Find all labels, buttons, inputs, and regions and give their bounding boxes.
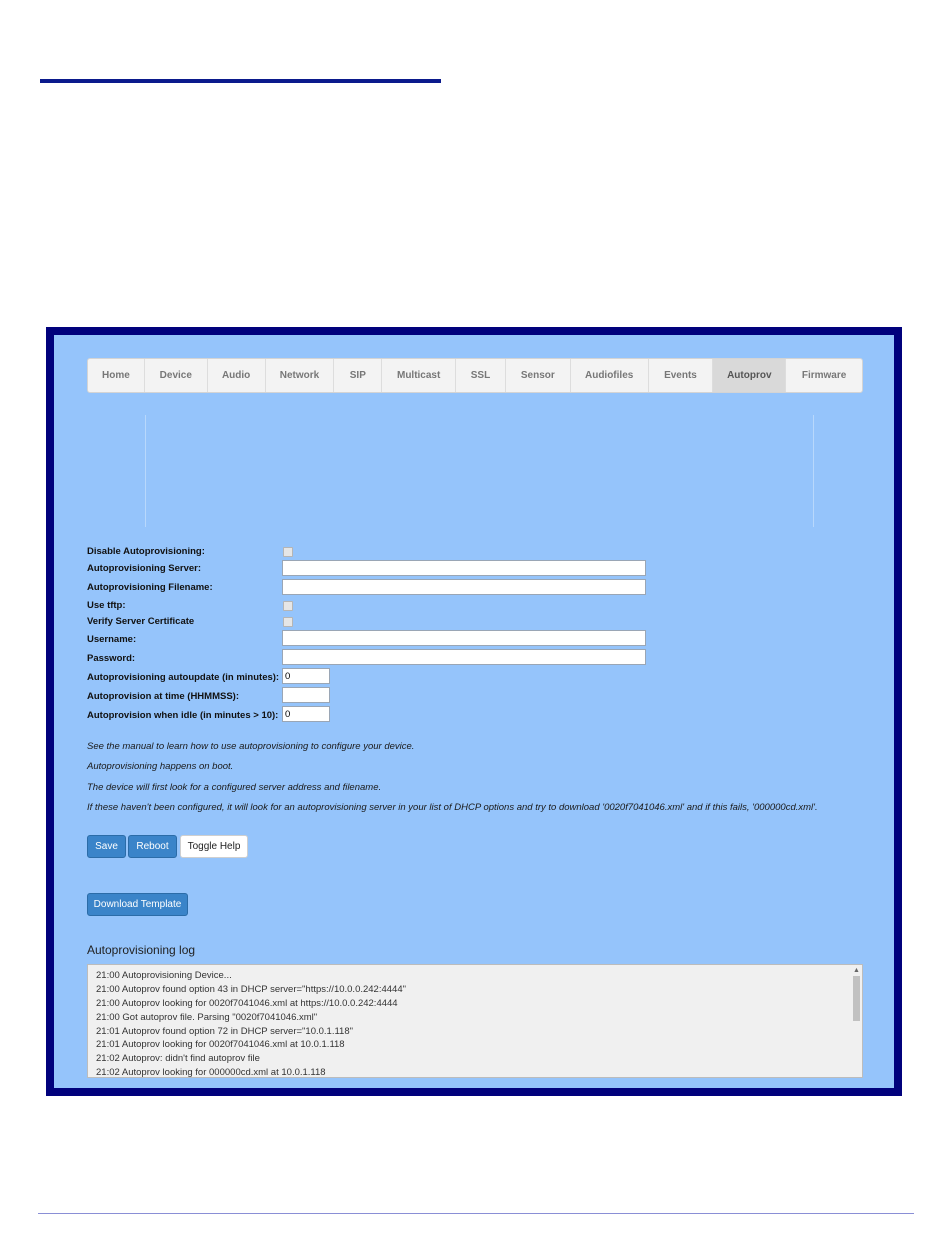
log-title: Autoprovisioning log bbox=[87, 943, 196, 957]
footer-rule bbox=[38, 1213, 914, 1214]
row-autoupdate bbox=[87, 668, 279, 687]
disable-autoprov-label: Disable Autoprovisioning: bbox=[87, 546, 205, 557]
nav-sensor[interactable]: Sensor bbox=[506, 359, 571, 392]
password-input[interactable] bbox=[282, 649, 646, 665]
log-line: 21:02 Autoprov: didn't find autoprov file bbox=[96, 1053, 260, 1064]
reboot-button[interactable]: Reboot bbox=[128, 835, 177, 858]
autoprov-page bbox=[54, 335, 894, 1088]
help-note: If these haven't been configured, it will look for an autoprovisioning server in your list of DHCP options and try to download '0020f7041046.xml' and if this fails, '000000cd.xml'. bbox=[87, 802, 818, 813]
log-line: 21:00 Autoprov found option 43 in DHCP server="https://10.0.0.242:4444" bbox=[96, 984, 406, 995]
when-idle-label: Autoprovision when idle (in minutes > 10): bbox=[87, 710, 279, 721]
header-rule bbox=[40, 79, 441, 83]
download-template-button[interactable]: Download Template bbox=[87, 893, 188, 916]
nav-home[interactable]: Home bbox=[88, 359, 145, 392]
when-idle-input[interactable] bbox=[282, 706, 330, 722]
filename-label: Autoprovisioning Filename: bbox=[87, 582, 213, 593]
help-note: See the manual to learn how to use autoprovisioning to configure your device. bbox=[87, 741, 415, 752]
at-time-label: Autoprovision at time (HHMMSS): bbox=[87, 691, 239, 702]
verify-cert-checkbox[interactable] bbox=[283, 617, 293, 627]
password-label: Password: bbox=[87, 653, 136, 664]
log-line: 21:01 Autoprov looking for 0020f7041046.xml at 10.0.1.118 bbox=[96, 1039, 345, 1050]
nav-autoprov[interactable]: Autoprov bbox=[713, 359, 786, 392]
nav-firmware[interactable]: Firmware bbox=[801, 370, 847, 381]
row-verify-cert bbox=[87, 612, 194, 631]
help-panel bbox=[145, 415, 814, 527]
nav-ssl[interactable]: SSL bbox=[456, 359, 506, 392]
scroll-thumb[interactable] bbox=[853, 976, 860, 1021]
autoupdate-input[interactable] bbox=[282, 668, 330, 684]
row-password bbox=[87, 649, 135, 668]
help-note: Autoprovisioning happens on boot. bbox=[87, 761, 234, 772]
nav-audiofiles[interactable]: Audiofiles bbox=[571, 359, 649, 392]
verify-cert-label: Verify Server Certificate bbox=[87, 616, 195, 627]
autoprov-log[interactable] bbox=[87, 964, 863, 1078]
filename-input[interactable] bbox=[282, 579, 646, 595]
username-input[interactable] bbox=[282, 630, 646, 646]
nav-sip[interactable]: SIP bbox=[334, 359, 382, 392]
disable-autoprov-checkbox[interactable] bbox=[283, 547, 293, 557]
toggle-help-button[interactable]: Toggle Help bbox=[180, 835, 248, 858]
log-line: 21:00 Autoprov looking for 0020f7041046.xml at https://10.0.0.242:4444 bbox=[96, 998, 398, 1009]
nav-device[interactable]: Device bbox=[145, 359, 208, 392]
use-tftp-label: Use tftp: bbox=[87, 600, 126, 611]
screenshot-frame bbox=[46, 327, 902, 1096]
row-filename bbox=[87, 578, 213, 597]
log-line: 21:02 Autoprov looking for 000000cd.xml at 10.0.1.118 bbox=[96, 1067, 326, 1078]
save-button[interactable]: Save bbox=[87, 835, 126, 858]
server-label: Autoprovisioning Server: bbox=[87, 563, 202, 574]
log-scrollbar[interactable] bbox=[852, 966, 861, 1076]
log-line: 21:00 Got autoprov file. Parsing "0020f7041046.xml" bbox=[96, 1012, 318, 1023]
row-when-idle bbox=[87, 706, 278, 725]
help-note: The device will first look for a configured server address and filename. bbox=[87, 782, 382, 793]
scroll-up-arrow-icon[interactable]: ▲ bbox=[853, 967, 860, 974]
main-nav bbox=[87, 358, 863, 393]
nav-multicast[interactable]: Multicast bbox=[382, 359, 456, 392]
nav-network[interactable]: Network bbox=[266, 359, 335, 392]
log-line: 21:01 Autoprov found option 72 in DHCP server="10.0.1.118" bbox=[96, 1026, 353, 1037]
nav-events[interactable]: Events bbox=[649, 359, 714, 392]
server-input[interactable] bbox=[282, 560, 646, 576]
use-tftp-checkbox[interactable] bbox=[283, 601, 293, 611]
row-username bbox=[87, 630, 136, 649]
row-server bbox=[87, 559, 201, 578]
username-label: Username: bbox=[87, 634, 137, 645]
autoupdate-label: Autoprovisioning autoupdate (in minutes): bbox=[87, 672, 280, 683]
nav-audio[interactable]: Audio bbox=[208, 359, 266, 392]
at-time-input[interactable] bbox=[282, 687, 330, 703]
log-line: 21:00 Autoprovisioning Device... bbox=[96, 970, 232, 981]
row-at-time bbox=[87, 687, 239, 706]
